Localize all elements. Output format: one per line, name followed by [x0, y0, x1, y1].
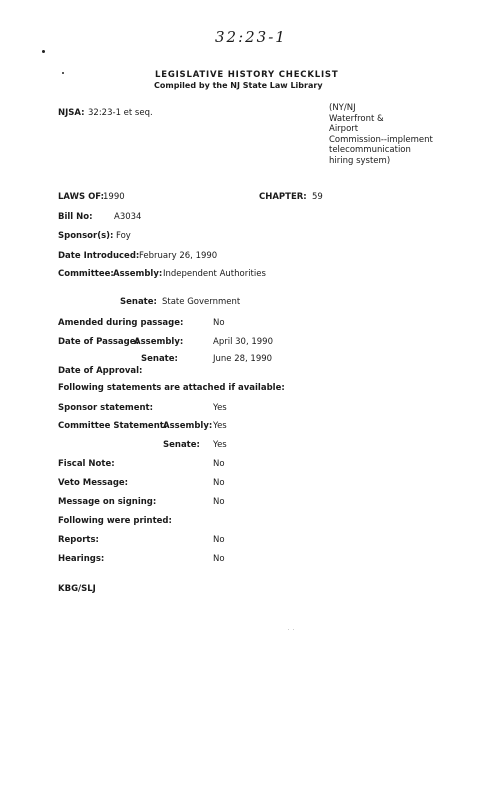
statements-heading: Following statements are attached if available:	[58, 383, 285, 393]
subject-note	[329, 103, 433, 166]
date-introduced-value: February 26, 1990	[139, 251, 218, 261]
message-signing-value: No	[213, 497, 225, 507]
handwritten-section-number: 32:23-1	[215, 28, 287, 46]
fiscal-note-label: Fiscal Note:	[58, 459, 115, 469]
njsa-value: 32:23-1 et seq.	[88, 108, 153, 118]
committee-senate-label: Senate:	[120, 297, 157, 307]
date-introduced-label: Date Introduced:	[58, 251, 140, 261]
document-subtitle: Compiled by the NJ State Law Library	[154, 81, 323, 90]
laws-of-label: LAWS OF:	[58, 192, 105, 202]
laws-of-value: 1990	[103, 192, 125, 202]
bill-no-value: A3034	[114, 212, 142, 222]
veto-message-value: No	[213, 478, 225, 488]
passage-assembly-label: Assembly:	[134, 337, 184, 347]
committee-statement-assembly-value: Yes	[213, 421, 227, 431]
stray-mark	[62, 72, 64, 74]
committee-statement-assembly-label: Assembly:	[163, 421, 213, 431]
sponsor-statement-label: Sponsor statement:	[58, 403, 153, 413]
passage-assembly-value: April 30, 1990	[213, 337, 273, 347]
passage-label: Date of Passage:	[58, 337, 139, 347]
sponsor-statement-value: Yes	[213, 403, 227, 413]
scan-speck	[288, 629, 289, 630]
passage-senate-value: June 28, 1990	[213, 354, 273, 364]
committee-label: Committee:	[58, 269, 114, 279]
reports-label: Reports:	[58, 535, 99, 545]
passage-senate-label: Senate:	[141, 354, 178, 364]
sponsor-value: Foy	[116, 231, 131, 241]
committee-statement-senate-value: Yes	[213, 440, 227, 450]
message-signing-label: Message on signing:	[58, 497, 157, 507]
veto-message-label: Veto Message:	[58, 478, 129, 488]
printed-heading: Following were printed:	[58, 516, 172, 526]
initials: KBG/SLJ	[58, 584, 96, 594]
hearings-value: No	[213, 554, 225, 564]
njsa-label: NJSA:	[58, 108, 85, 118]
committee-assembly-label: Assembly:	[113, 269, 163, 279]
chapter-value: 59	[312, 192, 323, 202]
subject-note-line: Commission--implement	[329, 134, 433, 145]
committee-statement-senate-label: Senate:	[163, 440, 200, 450]
subject-note-line: hiring system)	[329, 155, 391, 166]
bill-no-label: Bill No:	[58, 212, 93, 222]
approval-label: Date of Approval:	[58, 366, 143, 376]
committee-statement-label: Committee Statement:	[58, 421, 168, 431]
reports-value: No	[213, 535, 225, 545]
chapter-label: CHAPTER:	[259, 192, 307, 202]
stray-mark	[42, 50, 45, 53]
subject-note-line: Waterfront &	[329, 113, 384, 124]
fiscal-note-value: No	[213, 459, 225, 469]
document-title: LEGISLATIVE HISTORY CHECKLIST	[155, 70, 339, 80]
scan-speck	[293, 629, 294, 630]
subject-note-line: telecommunication	[329, 145, 411, 155]
subject-note-line: Airport	[329, 124, 359, 134]
committee-senate-value: State Government	[162, 297, 241, 307]
hearings-label: Hearings:	[58, 554, 105, 564]
sponsor-label: Sponsor(s):	[58, 231, 114, 241]
amended-label: Amended during passage:	[58, 318, 184, 328]
amended-value: No	[213, 318, 225, 328]
committee-assembly-value: Independent Authorities	[163, 269, 266, 279]
subject-note-line: (NY/NJ	[329, 103, 356, 113]
